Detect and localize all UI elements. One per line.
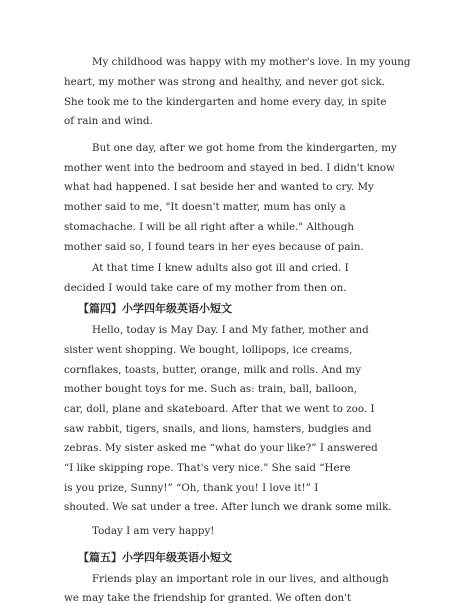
text-line: She took me to the kindergarten and home every day, in spite <box>64 96 387 108</box>
text-line: My childhood was happy with my mother's love. In my young <box>92 56 411 68</box>
text-line: saw rabbit, tigers, snails, and lions, hamsters, budgies and <box>64 423 372 435</box>
text-line: shouted. We sat under a tree. After lunch we drank some milk. <box>64 501 392 513</box>
text-line: of rain and wind. <box>64 115 153 127</box>
text-line: cornflakes, toasts, butter, orange, milk and rolls. And my <box>64 364 362 376</box>
text-line: zebras. My sister asked me “what do your like?” I answered <box>64 442 378 454</box>
text-line: Today I am very happy! <box>92 525 215 537</box>
text-line: mother said so, I found tears in her eyes because of pain. <box>64 241 364 253</box>
text-line: decided I would take care of my mother from then on. <box>64 282 347 294</box>
text-line: sister went shopping. We bought, lollipops, ice creams, <box>64 344 353 356</box>
text-line: car, doll, plane and skateboard. After that we went to zoo. I <box>64 403 375 415</box>
text-line: we may take the friendship for granted. We often don't <box>64 592 352 604</box>
text-line: mother went into the bedroom and stayed in bed. I didn't know <box>64 162 395 174</box>
section-heading: 【篇四】小学四年级英语小短文 <box>78 302 232 315</box>
text-line: mother bought toys for me. Such as: train, ball, balloon, <box>64 383 358 395</box>
text-line: heart, my mother was strong and healthy, and never got sick. <box>64 76 385 88</box>
text-line: Hello, today is May Day. I and My father, mother and <box>92 324 369 336</box>
section-heading: 【篇五】小学四年级英语小短文 <box>78 551 232 564</box>
text-line: mother said to me, "It doesn't matter, mum has only a <box>64 201 346 213</box>
text-line: is you prize, Sunny!” “Oh, thank you! I love it!” I <box>64 482 319 494</box>
text-line: Friends play an important role in our lives, and although <box>92 573 389 585</box>
text-line: what had happened. I sat beside her and wanted to cry. My <box>64 181 374 193</box>
text-line: stomachache. I will be all right after a while." Although <box>64 221 354 233</box>
text-line: “I like skipping rope. That's very nice.” She said “Here <box>64 462 351 474</box>
text-line: But one day, after we got home from the kindergarten, my <box>92 142 397 154</box>
text-line: At that time I knew adults also got ill and cried. I <box>92 262 349 274</box>
